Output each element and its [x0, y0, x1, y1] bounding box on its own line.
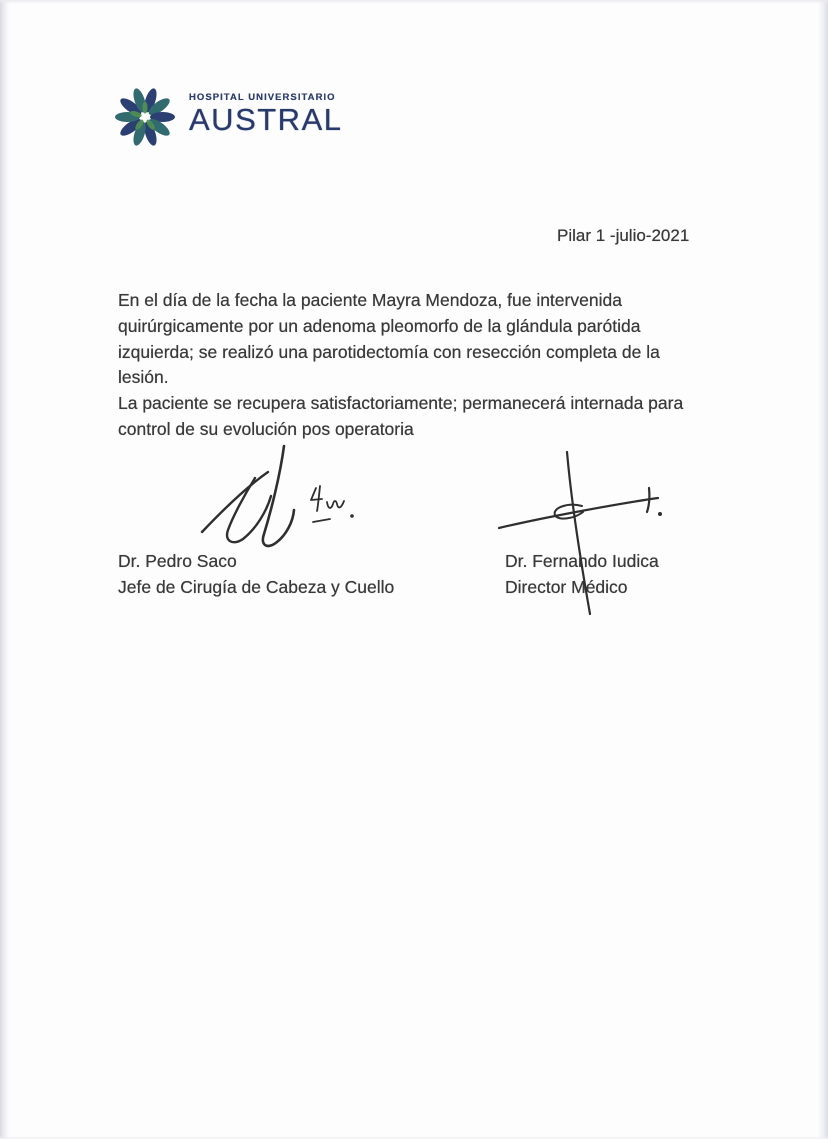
body-line: La paciente se recupera satisfactoriamente; permanecerá internada para [118, 393, 684, 414]
signer-name: Dr. Fernando Iudica [505, 551, 659, 571]
letter-body [118, 288, 683, 443]
body-line: En el día de la fecha la paciente Mayra Mendoza, fue intervenida [118, 290, 622, 310]
body-line: quirúrgicamente por un adenoma pleomorfo de la glándula parótida [118, 315, 641, 336]
austral-flower-logo-icon [112, 86, 178, 150]
signer-block-right [505, 548, 659, 600]
signer-name: Dr. Pedro Saco [118, 551, 237, 571]
paper-edge-top [0, 0, 828, 4]
paper-edge-left [0, 0, 9, 1139]
signer-block-left [118, 548, 394, 600]
logo-name: AUSTRAL [189, 102, 343, 137]
signer-title: Director Médico [505, 577, 628, 597]
signature-pedro-saco-icon [183, 436, 363, 554]
body-line: lesión. [118, 367, 169, 388]
signer-title: Jefe de Cirugía de Cabeza y Cuello [118, 577, 395, 597]
letter-date: Pilar 1 -julio-2021 [557, 226, 690, 245]
body-line: izquierda; se realizó una parotidectomía con resección completa de la [118, 341, 660, 362]
logo-hospital-line: HOSPITAL UNIVERSITARIO [189, 92, 336, 103]
logo-text-block [189, 92, 342, 135]
body-line: control de su evolución pos operatoria [118, 418, 414, 439]
paper-edge-right [818, 0, 828, 1139]
